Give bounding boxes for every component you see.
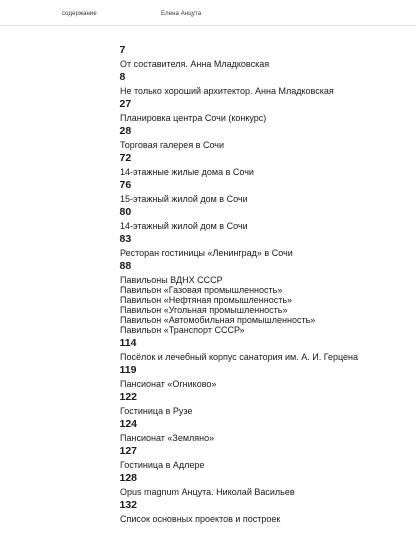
- toc-page-number: 122: [119, 391, 138, 403]
- toc-title: Павильон «Нефтяная промышленность»: [120, 295, 293, 305]
- toc-page-number: 128: [119, 472, 138, 484]
- toc-entry[interactable]: [120, 472, 410, 497]
- toc-title: Пансионат «Огниково»: [120, 379, 217, 389]
- toc-title: Планировка центра Сочи (конкурс): [120, 113, 267, 123]
- toc-page-number: 127: [119, 445, 138, 457]
- toc-title: 15-этажный жилой дом в Сочи: [120, 194, 248, 204]
- toc-entry[interactable]: [120, 71, 410, 96]
- toc-entry[interactable]: [120, 206, 410, 231]
- toc-entry[interactable]: [120, 391, 410, 416]
- toc-title: Opus magnum Анцута. Николай Васильев: [120, 487, 295, 497]
- toc-page-number: 7: [119, 44, 126, 56]
- toc-entry[interactable]: [120, 233, 410, 258]
- toc-title: Павильон «Угольная промышленность»: [120, 305, 288, 315]
- toc-title: Гостиница в Адлере: [120, 460, 205, 470]
- running-header-section: содержание: [62, 11, 97, 17]
- page-header: [0, 11, 416, 23]
- toc-title: Гостиница в Рузе: [120, 406, 193, 416]
- toc-title: Пансионат «Землянo»: [120, 433, 215, 443]
- toc-entry[interactable]: [120, 98, 410, 123]
- toc-title: 14-этажный жилой дом в Сочи: [120, 221, 248, 231]
- toc-title: Не только хороший архитектор. Анна Младковская: [120, 86, 334, 96]
- toc-entry[interactable]: [120, 44, 410, 69]
- toc-entry[interactable]: [120, 364, 410, 389]
- toc-entry[interactable]: [120, 125, 410, 150]
- toc-title: Павильоны ВДНХ СССР: [120, 275, 223, 285]
- toc-title: Посёлок и лечебный корпус санатория им. А. И. Герцена: [120, 352, 359, 362]
- toc-title: Торговая галерея в Сочи: [120, 140, 224, 150]
- toc-page-number: 28: [119, 125, 132, 137]
- toc-title: Ресторан гостиницы «Ленинград» в Сочи: [120, 248, 293, 258]
- toc-page-number: 83: [119, 233, 132, 245]
- toc-title: Павильон «Газовая промышленность»: [120, 285, 283, 295]
- toc-page-number: 80: [119, 206, 132, 218]
- toc-page-number: 72: [119, 152, 132, 164]
- toc-title: Список основных проектов и построек: [120, 514, 281, 524]
- toc-title: От составителя. Анна Младковская: [120, 59, 270, 69]
- toc-page-number: 114: [119, 337, 137, 349]
- toc-entry[interactable]: [120, 179, 410, 204]
- toc-page-number: 119: [119, 364, 137, 376]
- toc-title: Павильон «Транспорт СССР»: [120, 325, 245, 335]
- toc-page-number: 8: [119, 71, 126, 83]
- toc-title: 14-этажные жилые дома в Сочи: [120, 167, 254, 177]
- toc-entry[interactable]: [120, 260, 410, 335]
- toc-page-number: 27: [119, 98, 132, 110]
- toc-title: Павильон «Автомобильная промышленность»: [120, 315, 316, 325]
- toc-entry[interactable]: [120, 418, 410, 443]
- header-divider: [0, 25, 416, 26]
- toc-page-number: 124: [119, 418, 138, 430]
- toc-entry[interactable]: [120, 152, 410, 177]
- toc-page-number: 132: [119, 499, 138, 511]
- toc-page-number: 88: [119, 260, 132, 272]
- toc-entry[interactable]: [120, 445, 410, 470]
- toc-entry[interactable]: [120, 499, 410, 524]
- toc-entry[interactable]: [120, 337, 410, 362]
- toc-page-number: 76: [119, 179, 132, 191]
- running-header-author: Елена Анцута: [161, 11, 202, 17]
